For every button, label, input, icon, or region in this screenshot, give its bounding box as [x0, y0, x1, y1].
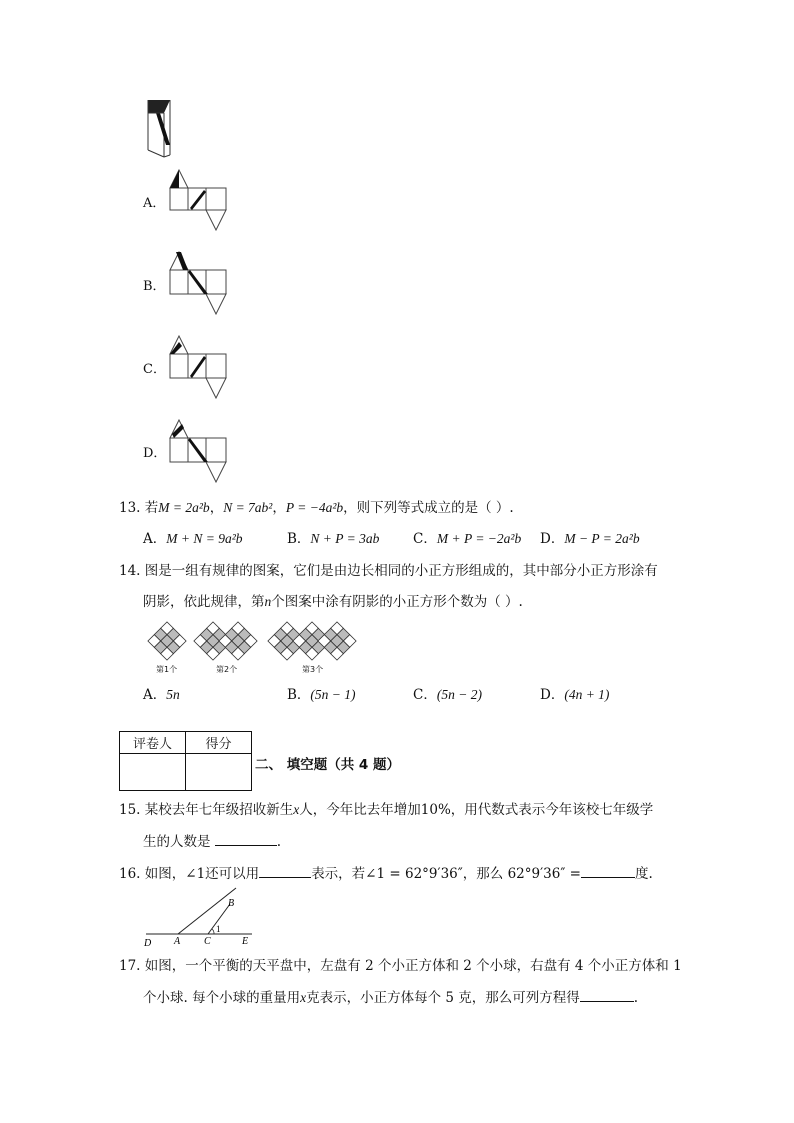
q14-option-d-text: (4n + 1)	[564, 687, 610, 702]
q14-line2-suffix: 个图案中涂有阴影的小正方形个数为（ ）.	[271, 594, 523, 610]
pattern-figure-1	[146, 620, 188, 662]
net-figure-c	[168, 334, 230, 400]
q15-line1	[119, 801, 653, 819]
q13-sep1: ，	[209, 500, 224, 516]
q13-p-expr: P = −4a²b	[285, 500, 344, 515]
net-figure-a	[168, 168, 230, 232]
q13-n-expr: N = 7ab²	[223, 500, 273, 515]
q14-option-b-label: B．	[287, 687, 311, 703]
q13-stem-prefix: 若	[144, 500, 159, 516]
q14-line2-prefix: 阴影，依此规律，第	[143, 594, 265, 610]
label-e: E	[242, 936, 249, 947]
option-c-label: C．	[143, 362, 166, 377]
q13-number: 13.	[119, 500, 141, 516]
pattern-figure-3	[266, 620, 358, 662]
q14-line1-text: 图是一组有规律的图案，它们是由边长相同的小正方形组成的，其中部分小正方形涂有	[144, 563, 658, 579]
q16-line1	[119, 864, 653, 883]
q16-blank-1[interactable]	[259, 864, 311, 878]
q14-option-c[interactable]	[413, 686, 482, 704]
option-b-label: B．	[143, 279, 166, 294]
q14-option-b-text: (5n − 1)	[310, 687, 356, 702]
q14-option-a-text: 5n	[166, 687, 180, 702]
q13-option-b[interactable]	[287, 530, 379, 548]
label-angle-1: 1	[216, 924, 221, 934]
q13-option-a-label: A．	[143, 531, 167, 547]
q13-m-expr: M = 2a²b	[158, 500, 210, 515]
pattern-figure-2	[192, 620, 260, 662]
q14-option-c-label: C．	[413, 687, 437, 703]
q13-option-b-text: N + P = 3ab	[310, 531, 380, 546]
q15-line1-suffix: 人，今年比去年增加10%，用代数式表示今年该校七年级学	[299, 802, 654, 818]
pattern-label-2: 第2个	[216, 665, 238, 674]
q13-option-b-label: B．	[287, 531, 311, 547]
q14-option-b[interactable]	[287, 686, 356, 704]
q17-line2-var: x	[300, 990, 307, 1005]
section-title: 二、 填空题（共 4 题）	[255, 757, 400, 773]
q15-line2-prefix: 生的人数是	[143, 834, 211, 850]
label-c: C	[204, 936, 211, 947]
q14-line2-var: n	[264, 594, 272, 609]
score-table	[119, 731, 252, 791]
grader-cell[interactable]	[120, 754, 186, 791]
q17-line2-end: .	[633, 990, 639, 1006]
q14-option-a[interactable]	[143, 686, 180, 704]
net-figure-b	[168, 250, 230, 316]
q15-line2-suffix: .	[276, 834, 282, 850]
q16-part3: 度.	[634, 866, 653, 882]
q13-sep2: ，	[272, 500, 286, 516]
q15-number: 15.	[119, 802, 141, 818]
q17-number: 17.	[119, 958, 141, 974]
pattern-label-3: 第3个	[302, 665, 324, 674]
q13-option-d-text: M − P = 2a²b	[564, 531, 640, 546]
option-a-label: A．	[143, 196, 166, 211]
q13-stem-suffix: ，则下列等式成立的是（ ）.	[343, 500, 514, 516]
q13-option-c-text: M + P = −2a²b	[436, 531, 522, 546]
q13-option-a-text: M + N = 9a²b	[166, 531, 243, 546]
q14-line2	[143, 593, 523, 611]
q15-line2	[143, 832, 281, 851]
q14-option-a-label: A．	[143, 687, 167, 703]
q14-number: 14.	[119, 563, 141, 579]
q14-option-c-text: (5n − 2)	[436, 687, 482, 702]
q15-line1-var: x	[293, 802, 300, 817]
q13-option-c-label: C．	[413, 531, 437, 547]
q16-part1: 如图，∠1还可以用	[144, 866, 260, 882]
prism-figure	[140, 95, 190, 161]
score-cell[interactable]	[186, 754, 252, 791]
label-b: B	[228, 898, 235, 909]
q17-answer-blank[interactable]	[580, 988, 634, 1002]
q13-option-d[interactable]	[540, 530, 640, 548]
q15-line1-prefix: 某校去年七年级招收新生	[144, 802, 294, 818]
q16-number: 16.	[119, 866, 141, 882]
q13-option-c[interactable]	[413, 530, 521, 548]
q14-option-d-label: D．	[540, 687, 565, 703]
q17-line2-prefix: 个小球. 每个小球的重量用	[143, 990, 301, 1006]
label-a: A	[174, 936, 181, 947]
net-figure-d	[168, 418, 230, 484]
q17-line2	[143, 988, 638, 1007]
q13-option-a[interactable]	[143, 530, 243, 548]
q16-blank-2[interactable]	[581, 864, 635, 878]
q16-part2: 表示，若∠1 = 62°9′36″，那么 62°9′36″ =	[311, 866, 581, 882]
pattern-label-1: 第1个	[156, 665, 178, 674]
q14-line1	[119, 562, 658, 580]
q17-line1	[119, 957, 682, 975]
option-d-label: D．	[143, 446, 167, 461]
q15-answer-blank[interactable]	[215, 832, 277, 846]
q13-stem	[119, 499, 514, 517]
q16-angle-figure	[140, 884, 260, 948]
score-header: 得分	[186, 732, 252, 754]
label-d: D	[144, 938, 152, 948]
q13-option-d-label: D．	[540, 531, 565, 547]
q17-line2-suffix: 克表示，小正方体每个 5 克，那么可列方程得	[306, 990, 580, 1006]
grader-header: 评卷人	[120, 732, 186, 754]
q17-line1-text: 如图，一个平衡的天平盘中，左盘有 2 个小正方体和 2 个小球，右盘有 4 个小正方体和 1	[144, 958, 682, 974]
q14-option-d[interactable]	[540, 686, 609, 704]
